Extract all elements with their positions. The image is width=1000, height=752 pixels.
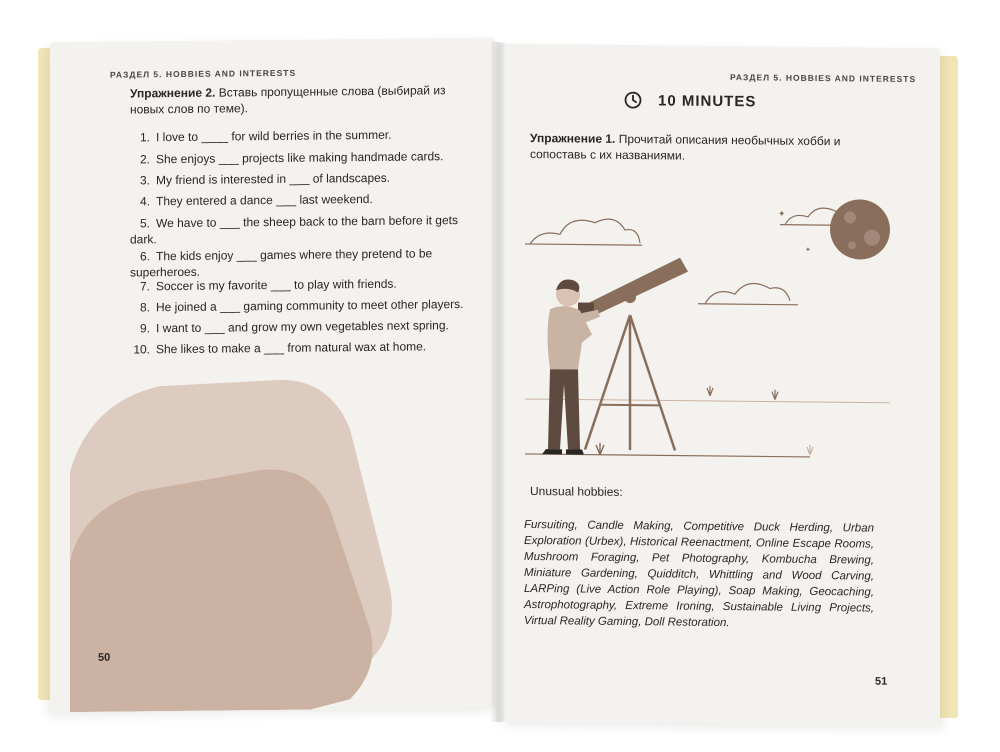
- tripod-crossbar: [600, 405, 660, 406]
- exercise-item: [130, 212, 475, 248]
- exercise-item: [130, 126, 475, 146]
- item-text: The kids enjoy ___ games where they pretend to be superheroes.: [130, 246, 433, 280]
- left-page: [50, 38, 495, 713]
- decorative-hexagon-shapes: [50, 378, 495, 713]
- hobbies-label: Unusual hobbies:: [530, 484, 623, 499]
- decorative-hexagon-dark: [70, 468, 373, 712]
- grass: [596, 443, 604, 455]
- item-text: They entered a dance ___ last weekend.: [156, 191, 373, 209]
- cloud-base: [698, 304, 798, 305]
- exercise-title: [130, 82, 475, 118]
- item-text: He joined a ___ gaming community to meet other players.: [156, 296, 464, 315]
- item-number: 4.: [139, 194, 150, 209]
- exercise-item: [130, 148, 475, 168]
- cloud: [705, 283, 790, 305]
- item-number: 10.: [133, 342, 150, 357]
- item-number: 7.: [139, 279, 150, 294]
- item-number: 8.: [139, 300, 150, 315]
- clock-icon: [624, 91, 642, 109]
- page-number: 50: [98, 651, 111, 664]
- item-text: I want to ___ and grow my own vegetables next spring.: [156, 318, 449, 336]
- person-legs: [548, 369, 580, 449]
- book-spine: [490, 42, 506, 722]
- exercise-item: [130, 275, 475, 295]
- star: ✦: [805, 246, 811, 254]
- item-text: I love to ____ for wild berries in the summer.: [156, 127, 392, 145]
- item-number: 9.: [139, 321, 150, 336]
- item-number: 6.: [139, 249, 150, 264]
- person-with-telescope-illustration: [520, 184, 895, 468]
- page-number: 51: [875, 675, 888, 688]
- exercise-item: [130, 317, 475, 337]
- item-text: My friend is interested in ___ of landscapes.: [156, 170, 391, 188]
- right-page: [500, 44, 940, 727]
- exercise-title: [530, 130, 870, 166]
- exercise-instruction: Прочитай описания необычных хобби и сопоставь с их названиями.: [530, 131, 841, 163]
- section-heading: 10 MINUTES: [658, 92, 757, 111]
- running-head: РАЗДЕЛ 5. HOBBIES AND INTERESTS: [110, 67, 297, 80]
- item-number: 1.: [139, 130, 150, 145]
- item-text: Soccer is my favorite ___ to play with friends.: [156, 276, 397, 294]
- exercise-item: [130, 190, 475, 210]
- item-text: She likes to make a ___ from natural wax at home.: [156, 339, 427, 357]
- exercise-label: Упражнение 1.: [530, 131, 616, 146]
- hobbies-list: Fursuiting, Candle Making, Competitive Duck Herding, Urban Exploration (Urbex), Historical Reenactment, Online Escape Rooms, Mushroom Foraging, Pet Photography, Kombucha Brewing, Miniature Gardening, Quidditch, Whittling and Wood Carving, LARPing (Live Action Role Playing), Soap Making, Geocaching, Astrophotography, Extreme Ironing, Sustainable Living Projects, Virtual Reality Gaming, Doll Restoration.: [524, 518, 874, 630]
- item-number: 2.: [139, 152, 150, 167]
- right-page-edge: [938, 56, 958, 718]
- moon: [830, 199, 890, 260]
- grass: [707, 386, 713, 396]
- cloud-base: [525, 244, 642, 245]
- ground-line: [525, 399, 890, 403]
- exercise-item: [130, 169, 475, 189]
- item-number: 3.: [139, 173, 150, 188]
- tripod-leg: [585, 315, 630, 450]
- exercise-label: Упражнение 2.: [130, 85, 216, 101]
- exercise-item: [130, 296, 475, 316]
- telescope: [585, 257, 688, 318]
- item-text: She enjoys ___ projects like making handmade cards.: [156, 149, 444, 167]
- grass: [772, 390, 778, 400]
- running-head: РАЗДЕЛ 5. HOBBIES AND INTERESTS: [730, 72, 917, 85]
- exercise-item: [130, 338, 475, 358]
- cloud: [530, 218, 640, 245]
- item-text: We have to ___ the sheep back to the barn before it gets dark.: [130, 213, 458, 247]
- clock-hands: [633, 96, 636, 103]
- star: ✦: [778, 208, 786, 219]
- item-number: 5.: [139, 216, 150, 231]
- exercise-instruction: Вставь пропущенные слова (выбирай из новых слов по теме).: [130, 83, 446, 117]
- grass: [807, 445, 813, 455]
- tripod-leg: [630, 315, 675, 450]
